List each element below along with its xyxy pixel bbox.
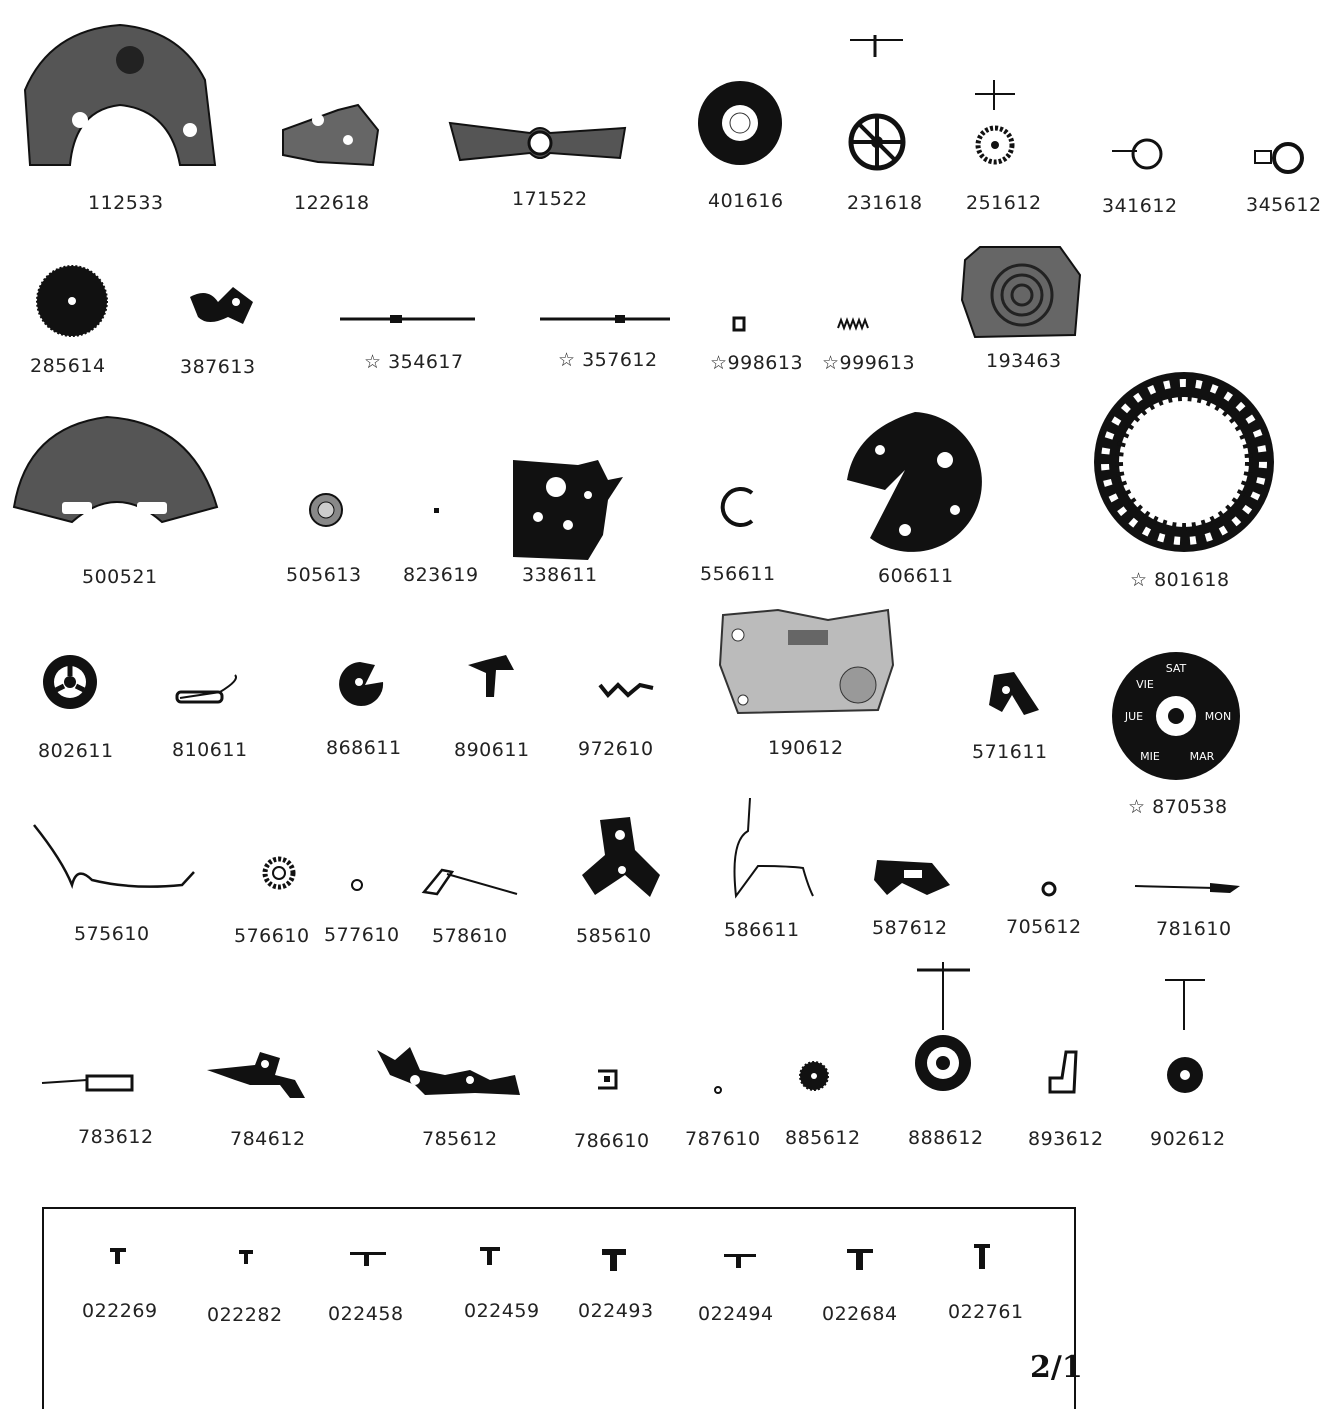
part-number: 705612 (1006, 916, 1082, 938)
part-number: 868611 (326, 737, 402, 759)
spring-999613 (838, 318, 870, 330)
part-number: ☆ 354617 (364, 351, 464, 373)
part-number: 586611 (724, 919, 800, 941)
rotor-500521 (12, 412, 222, 527)
part-number: 171522 (512, 188, 588, 210)
stem-357612 (540, 312, 670, 326)
part-number: 575610 (74, 923, 150, 945)
day-label: MON (1204, 710, 1232, 723)
part-number: 784612 (230, 1128, 306, 1150)
ring-787610 (712, 1084, 724, 1096)
wheel-802611 (40, 652, 100, 712)
part-number: 500521 (82, 566, 158, 588)
part-number: 787610 (685, 1128, 761, 1150)
part-number: ☆999613 (822, 352, 916, 374)
screw-icon (845, 1246, 875, 1272)
screw-icon (236, 1248, 256, 1268)
spring-781610 (1135, 878, 1245, 896)
day-star-870538 (1110, 650, 1242, 782)
lever-387613 (188, 282, 258, 327)
screw-icon (478, 1245, 502, 1267)
part-number: 810611 (172, 739, 248, 761)
part-number: 888612 (908, 1127, 984, 1149)
part-number: 505613 (286, 564, 362, 586)
part-number: 587612 (872, 917, 948, 939)
screw-number: 022493 (578, 1300, 654, 1322)
screw-number: 022494 (698, 1303, 774, 1325)
screw-number: 022269 (82, 1300, 158, 1322)
cam-868611 (335, 660, 387, 705)
wheel-285614 (36, 265, 108, 337)
clip-786610 (596, 1068, 626, 1093)
lever-893612 (1048, 1050, 1080, 1095)
part-number: ☆ 801618 (1130, 569, 1230, 591)
spring-586611 (728, 796, 818, 901)
spring-345612 (1250, 140, 1305, 180)
part-number: 606611 (878, 565, 954, 587)
wheel-231618 (845, 35, 910, 170)
wheel-885612 (798, 1060, 830, 1092)
plate-606611 (845, 410, 985, 555)
lever-784612 (205, 1050, 323, 1100)
day-label: MAR (1189, 750, 1215, 763)
screw-number: 022761 (948, 1301, 1024, 1323)
part-number: 885612 (785, 1127, 861, 1149)
part-number: 112533 (88, 192, 164, 214)
jewel-505613 (306, 490, 346, 530)
part-number: 122618 (294, 192, 370, 214)
wheel-401616 (697, 80, 783, 166)
scale-label: 2/1 (1030, 1350, 1083, 1385)
part-number: 783612 (78, 1126, 154, 1148)
screw-icon (348, 1248, 388, 1268)
part-number: 577610 (324, 924, 400, 946)
lever-785612 (375, 1045, 523, 1100)
spring-810611 (175, 670, 245, 710)
ring-705612 (1040, 880, 1058, 898)
screw-icon (108, 1246, 128, 1266)
spring-341612 (1112, 136, 1167, 176)
part-number: 338611 (522, 564, 598, 586)
bridge-171522 (450, 118, 630, 168)
lever-587612 (872, 855, 952, 897)
screw-icon (972, 1242, 992, 1272)
main-plate-112533 (20, 20, 215, 170)
spring-575610 (32, 820, 197, 895)
pin-823619 (432, 506, 442, 516)
wheel-902612 (1160, 975, 1210, 1095)
screw-icon (600, 1247, 628, 1273)
barrel-bridge-193463 (960, 245, 1085, 340)
part-number: 387613 (180, 356, 256, 378)
lever-578610 (422, 862, 520, 902)
screw-number: 022459 (464, 1300, 540, 1322)
date-ring-801618 (1092, 370, 1277, 555)
screw-icon (722, 1250, 758, 1270)
screws-box (42, 1207, 1076, 1409)
wheel-576610 (262, 856, 297, 891)
screw-number: 022282 (207, 1304, 283, 1326)
part-number: 231618 (847, 192, 923, 214)
part-number: 578610 (432, 925, 508, 947)
part-number: 890611 (454, 739, 530, 761)
ring-577610 (350, 878, 365, 893)
screw-number: 022684 (822, 1303, 898, 1325)
spring-783612 (42, 1072, 134, 1094)
part-number: 341612 (1102, 195, 1178, 217)
spring-972610 (598, 680, 658, 700)
part-number: 902612 (1150, 1128, 1226, 1150)
part-number: ☆998613 (710, 352, 804, 374)
wheel-251612 (970, 80, 1020, 170)
part-number: 251612 (966, 192, 1042, 214)
lever-571611 (984, 670, 1040, 720)
part-number: 786610 (574, 1130, 650, 1152)
part-number: 190612 (768, 737, 844, 759)
part-number: ☆ 870538 (1128, 796, 1228, 818)
part-number: 556611 (700, 563, 776, 585)
part-number: 893612 (1028, 1128, 1104, 1150)
part-number: 576610 (234, 925, 310, 947)
day-label: MIE (1140, 750, 1160, 763)
lever-585610 (580, 815, 662, 900)
day-label: JUE (1124, 710, 1144, 723)
part-number: ☆ 357612 (558, 349, 658, 371)
lever-890611 (466, 655, 516, 700)
clip-556611 (714, 485, 759, 530)
part-number: 401616 (708, 190, 784, 212)
part-number: 972610 (578, 738, 654, 760)
part-number: 571611 (972, 741, 1048, 763)
part-number: 285614 (30, 355, 106, 377)
part-number: 193463 (986, 350, 1062, 372)
plate-338611 (508, 455, 626, 565)
screw-998613 (732, 316, 747, 332)
part-number: 785612 (422, 1128, 498, 1150)
part-number: 585610 (576, 925, 652, 947)
bridge-190612 (718, 605, 896, 715)
part-number: 781610 (1156, 918, 1232, 940)
day-label: SAT (1165, 662, 1187, 675)
wheel-888612 (912, 960, 974, 1095)
screw-number: 022458 (328, 1303, 404, 1325)
part-number: 823619 (403, 564, 479, 586)
day-label: VIE (1136, 678, 1154, 691)
part-number: 802611 (38, 740, 114, 762)
part-number: 345612 (1246, 194, 1322, 216)
bridge-122618 (278, 100, 383, 170)
stem-354617 (340, 312, 475, 326)
